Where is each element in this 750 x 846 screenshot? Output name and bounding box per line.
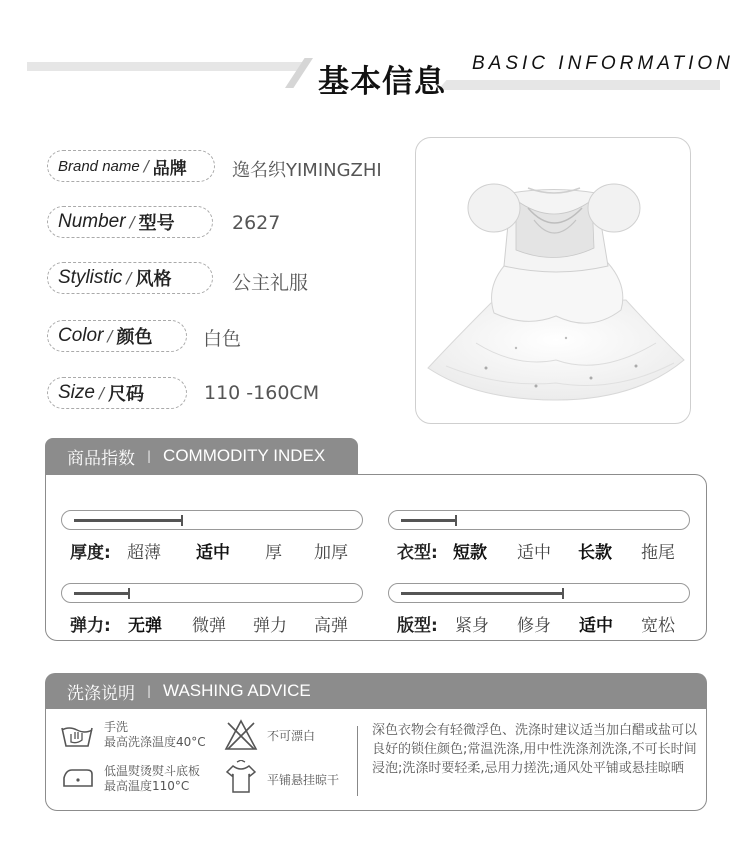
washing-title-cn: 洗涤说明 <box>67 683 135 704</box>
slider-marker <box>128 588 130 599</box>
flat-dry-text: 平铺悬挂晾干 <box>267 773 340 787</box>
info-value-size: 110 -160CM <box>204 382 320 404</box>
info-label-en: Stylistic <box>58 267 123 288</box>
length-option: 拖尾 <box>641 543 675 563</box>
info-value-brand: 逸名织YIMINGZHI <box>232 160 382 181</box>
info-label-separator: / <box>126 269 132 287</box>
product-image <box>415 137 691 424</box>
info-label-stylistic <box>47 262 213 294</box>
elasticity-label: 弹力: <box>70 616 111 636</box>
info-label-cn: 风格 <box>135 269 172 290</box>
fit-slider <box>388 583 690 603</box>
info-label-separator: / <box>107 327 113 345</box>
length-option-selected: 短款 <box>453 543 487 563</box>
fit-option: 紧身 <box>455 616 489 636</box>
slider-marker <box>181 515 183 526</box>
length-option-selected: 长款 <box>578 543 612 563</box>
slider-fill <box>401 592 562 595</box>
header-title-cn: 基本信息 <box>318 64 446 100</box>
info-value-stylistic: 公主礼服 <box>232 272 309 294</box>
info-value-number: 2627 <box>232 212 281 234</box>
thickness-option: 加厚 <box>314 543 348 563</box>
info-label-en: Color <box>58 325 104 346</box>
washing-note: 深色衣物会有轻微浮色、洗涤时建议适当加白醋或盐可以良好的锁住颜色;常温洗涤,用中性洗涤剂洗涤,不可长时间浸泡;洗涤时要轻柔,忌用力搓洗;通风处平铺或悬挂晾晒 <box>372 723 698 776</box>
white-dress-image <box>416 138 691 424</box>
hand-wash-text-2: 最高洗涤温度40°C <box>104 735 206 749</box>
header-decor-bar-right <box>438 80 720 90</box>
no-bleach-text: 不可漂白 <box>267 729 316 743</box>
no-bleach-icon <box>224 719 258 751</box>
elasticity-option-selected: 无弹 <box>128 616 162 636</box>
fit-option: 宽松 <box>641 616 675 636</box>
info-label-separator: / <box>129 213 135 231</box>
elasticity-option: 微弹 <box>192 616 226 636</box>
thickness-option: 厚 <box>265 543 282 563</box>
length-option: 适中 <box>517 543 551 563</box>
length-label: 衣型: <box>397 543 438 563</box>
thickness-label: 厚度: <box>70 543 111 563</box>
tab-divider: | <box>147 684 152 698</box>
tab-divider: | <box>147 449 152 463</box>
washing-divider-line <box>357 726 358 796</box>
washing-title-en: WASHING ADVICE <box>163 681 311 700</box>
fit-option-selected: 适中 <box>579 616 613 636</box>
commodity-index-tab <box>45 438 358 474</box>
info-label-cn: 型号 <box>138 213 175 234</box>
length-slider <box>388 510 690 530</box>
info-label-number <box>47 206 213 238</box>
info-label-brand <box>47 150 215 182</box>
hand-wash-icon <box>60 722 94 748</box>
slider-fill <box>74 592 128 595</box>
elasticity-option: 高弹 <box>314 616 348 636</box>
iron-text-2: 最高温度110°C <box>104 779 190 793</box>
header-decor-bar-left <box>27 62 305 71</box>
info-label-en: Number <box>58 211 126 232</box>
iron-text-1: 低温熨烫熨斗底板 <box>104 764 201 778</box>
iron-icon <box>60 766 96 788</box>
washing-advice-tab <box>45 673 707 709</box>
header-title-en: BASIC INFORMATION <box>472 53 734 74</box>
fit-option: 修身 <box>517 616 551 636</box>
thickness-slider <box>61 510 363 530</box>
slider-marker <box>455 515 457 526</box>
commodity-title-en: COMMODITY INDEX <box>163 446 326 465</box>
slider-fill <box>401 519 455 522</box>
info-label-color <box>47 320 187 352</box>
info-label-size <box>47 377 187 409</box>
flat-dry-icon <box>223 760 259 794</box>
info-label-cn: 颜色 <box>116 327 153 348</box>
info-label-en: Size <box>58 382 95 403</box>
elasticity-slider <box>61 583 363 603</box>
info-value-color: 白色 <box>203 328 242 350</box>
thickness-option-selected: 适中 <box>196 543 230 563</box>
hand-wash-text-1: 手洗 <box>104 720 129 734</box>
elasticity-option: 弹力 <box>253 616 287 636</box>
info-label-en: Brand name <box>58 157 140 175</box>
slider-fill <box>74 519 181 522</box>
info-label-separator: / <box>98 384 105 402</box>
info-label-cn: 品牌 <box>152 158 187 179</box>
info-label-separator: / <box>143 157 149 175</box>
fit-label: 版型: <box>397 616 438 636</box>
slider-marker <box>562 588 564 599</box>
thickness-option: 超薄 <box>127 543 161 563</box>
commodity-title-cn: 商品指数 <box>67 448 135 469</box>
info-label-cn: 尺码 <box>108 384 145 405</box>
